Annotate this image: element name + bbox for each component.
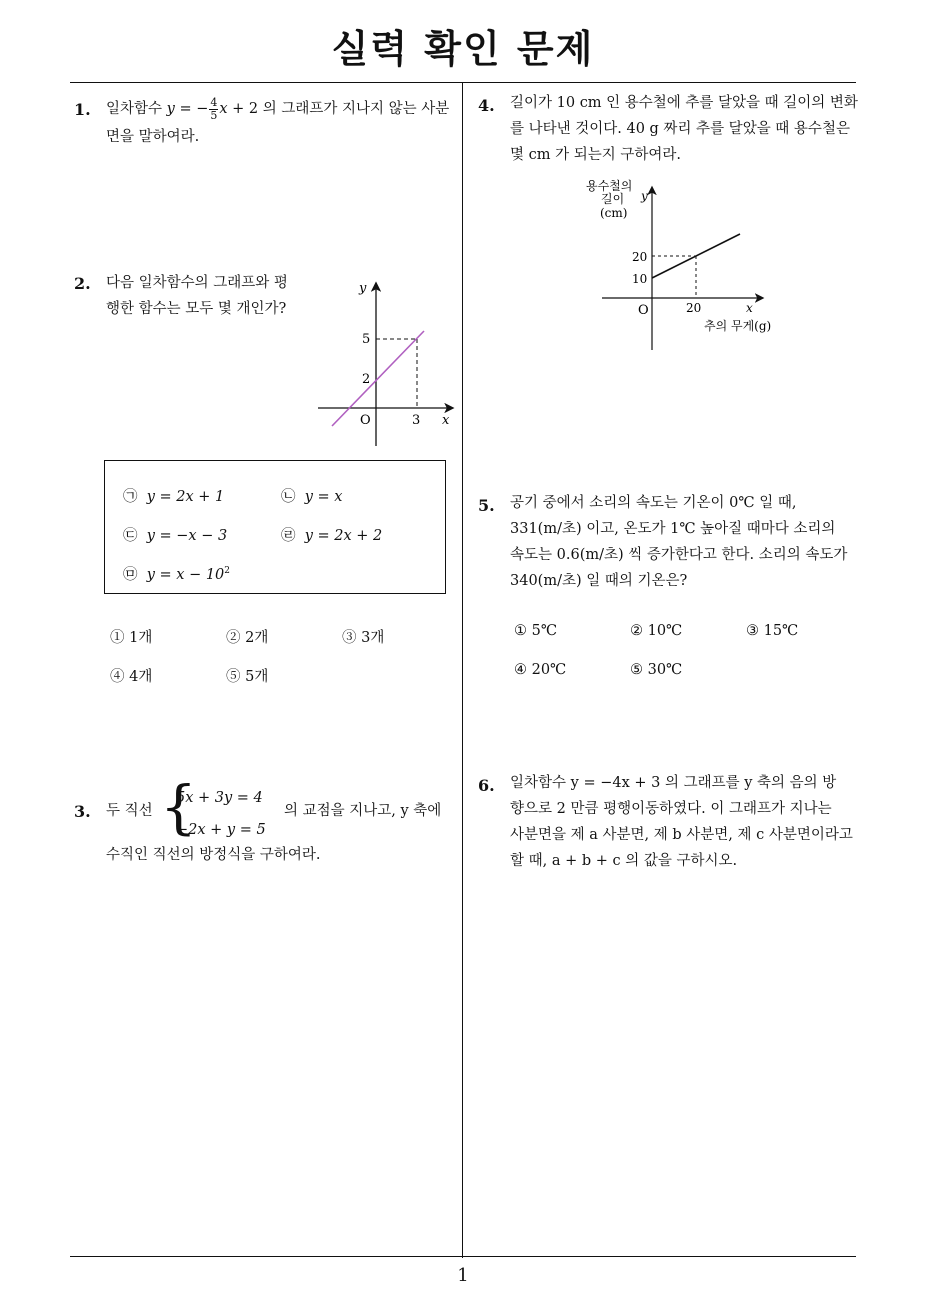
q1-text-line1 — [106, 96, 458, 123]
q2-box-item-5: ㉤ $y = x - 10^2$ — [123, 566, 231, 583]
q2-text-line1: 다음 일차함수의 그래프와 평 — [106, 275, 288, 291]
column-divider — [462, 82, 463, 1258]
q2-graph-line — [332, 331, 424, 426]
q5-text-line4: 340(m/초) 일 때의 기온은? — [510, 573, 688, 589]
q1-frac-den: 5 — [210, 108, 218, 122]
q2-box-item-1: ㉠ y = 2x + 1 — [123, 489, 225, 505]
q2-y-label: y — [359, 281, 367, 296]
page-number: 1 — [457, 1265, 469, 1286]
q4-number: 4. — [478, 96, 495, 115]
q2-box-item-4: ㉣ y = 2x + 2 — [281, 528, 383, 544]
q4-text-line2: 를 나타낸 것이다. 40 g 짜리 추를 달았을 때 용수철은 — [510, 121, 850, 137]
q2-graph — [310, 278, 460, 450]
q4-text-line1: 길이가 10 cm 인 용수철에 추를 달았을 때 길이의 변화 — [510, 95, 858, 111]
q5-choice-3: ③ 15℃ — [746, 623, 799, 639]
q5-choice-1: ① 5℃ — [514, 623, 558, 639]
q2-box-item-2: ㉡ y = x — [281, 489, 343, 505]
header-rule — [70, 82, 856, 83]
q1-number: 1. — [74, 100, 91, 119]
page-title: 실력 확인 문제 — [331, 27, 595, 71]
q1-eq-y: y — [166, 101, 175, 117]
q1-eq-rest: + 2 — [227, 101, 259, 117]
q2-tick-y5: 5 — [362, 332, 371, 347]
q6-number: 6. — [478, 776, 495, 795]
q1-frac-num: 4 — [210, 95, 218, 109]
q4-tick-y10: 10 — [632, 272, 648, 286]
q5-text-line1: 공기 중에서 소리의 속도는 기온이 0℃ 일 때, — [510, 495, 797, 511]
q5-text-line3: 속도는 0.6(m/초) 씩 증가한다고 한다. 소리의 속도가 — [510, 547, 848, 563]
q6-text-line4: 할 때, a + b + c 의 값을 구하시오. — [510, 853, 738, 869]
q1-eq-x: x — [219, 101, 228, 117]
q3-system-eq2: −2x + y = 5 — [176, 822, 266, 838]
q4-y-label: y — [641, 189, 648, 203]
q2-choice-5: ⑤ 5개 — [226, 669, 269, 685]
q2-choice-4: ④ 4개 — [110, 669, 153, 685]
q5-choice-5: ⑤ 30℃ — [630, 662, 683, 678]
q4-xlabel: 추의 무게(g) — [704, 319, 772, 333]
q6-text-line2: 향으로 2 만큼 평행이동하였다. 이 그래프가 지나는 — [510, 801, 832, 817]
q5-choice-2: ② 10℃ — [630, 623, 683, 639]
q3-pre: 두 직선 — [106, 803, 153, 819]
q2-x-label: x — [442, 413, 450, 428]
q5-text-line2: 331(m/초) 이고, 온도가 1℃ 높아질 때마다 소리의 — [510, 521, 836, 537]
q2-tick-x3: 3 — [412, 413, 421, 428]
q4-x-label: x — [746, 301, 753, 315]
q1-fraction — [209, 97, 218, 122]
q2-choice-3: ③ 3개 — [342, 630, 385, 646]
q3-text-line2: 수직인 직선의 방정식을 구하여라. — [106, 847, 321, 863]
q4-text-line3: 몇 cm 가 되는지 구하여라. — [510, 147, 681, 163]
q2-options-box — [104, 460, 446, 594]
q1-eq-mid: = − — [174, 101, 209, 117]
q1-text-line2: 면을 말하여라. — [106, 129, 200, 145]
q3-brace: { — [160, 773, 197, 841]
q2-text-line2: 행한 함수는 모두 몇 개인가? — [106, 301, 287, 317]
q4-ylabel-2: 길이 — [601, 192, 625, 206]
q4-tick-y20: 20 — [632, 250, 648, 264]
q6-text-line1: 일차함수 y = −4x + 3 의 그래프를 y 축의 음의 방 — [510, 775, 837, 791]
q4-tick-x20: 20 — [686, 301, 702, 315]
q6-text-line3: 사분면을 제 a 사분면, 제 b 사분면, 제 c 사분면이라고 — [510, 827, 853, 843]
q5-number: 5. — [478, 496, 495, 515]
q2-choice-2: ② 2개 — [226, 630, 269, 646]
q3-number: 3. — [74, 802, 91, 821]
q2-origin: O — [360, 413, 371, 428]
q4-ylabel-1: 용수철의 — [586, 179, 633, 193]
q3-system-eq1: 5x + 3y = 4 — [176, 790, 263, 806]
q5-choice-4: ④ 20℃ — [514, 662, 567, 678]
q2-choice-1: ① 1개 — [110, 630, 153, 646]
q4-origin: O — [638, 303, 649, 318]
q1-post: 의 그래프가 지나지 않는 사분 — [258, 101, 450, 117]
q2-number: 2. — [74, 274, 91, 293]
footer-rule — [70, 1256, 856, 1257]
q4-ylabel-3: (cm) — [600, 206, 628, 220]
q2-box-item-3: ㉢ y = −x − 3 — [123, 528, 228, 544]
q4-graph — [580, 176, 780, 354]
q1-pre: 일차함수 — [106, 101, 163, 117]
q2-tick-y2: 2 — [362, 372, 371, 387]
q3-post: 의 교점을 지나고, y 축에 — [284, 803, 442, 819]
